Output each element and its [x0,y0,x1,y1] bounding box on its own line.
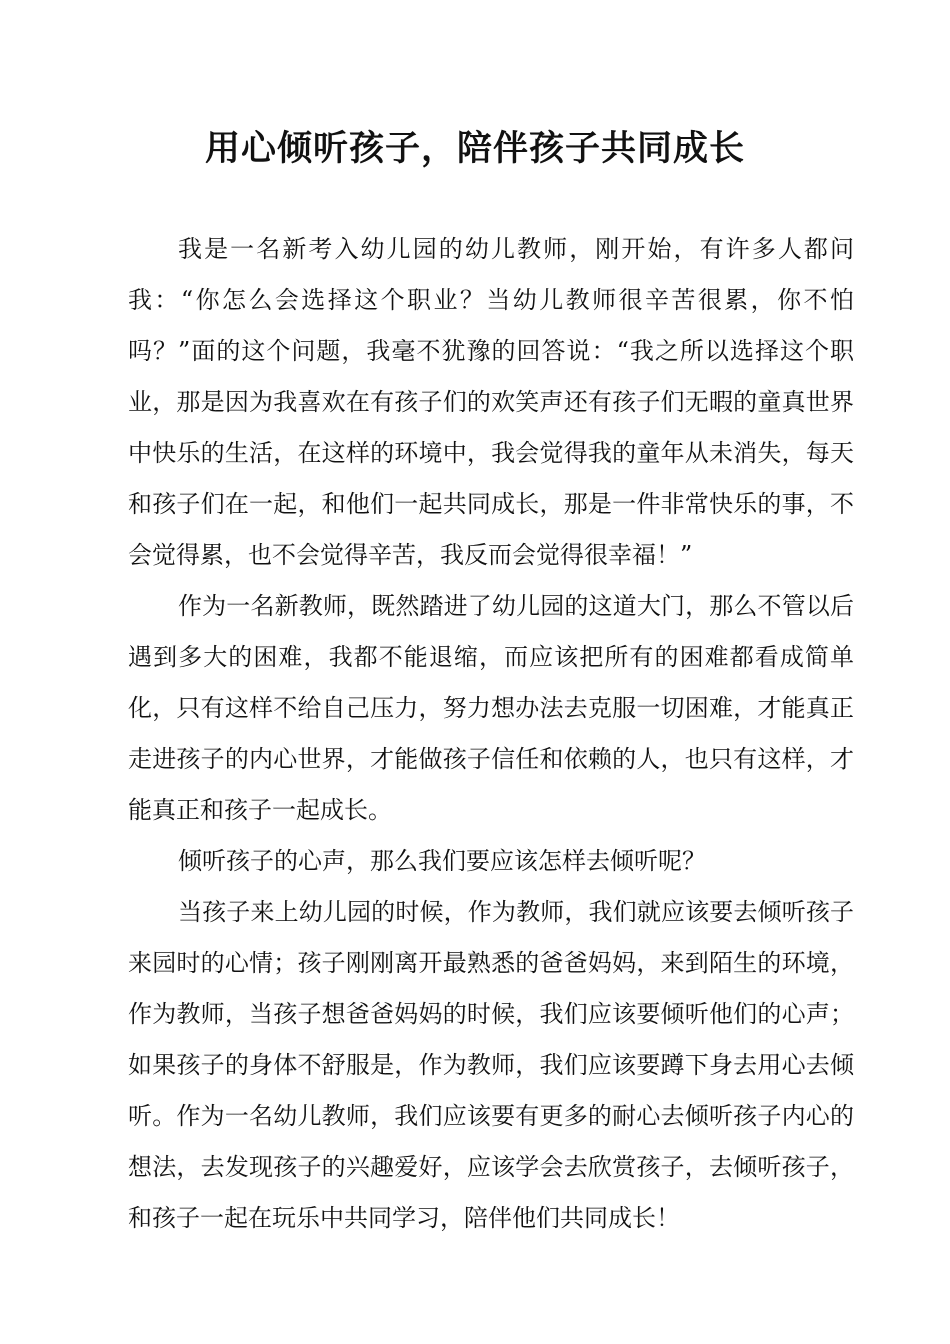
paragraph-4: 当孩子来上幼儿园的时候，作为教师，我们就应该要去倾听孩子来园时的心情；孩子刚刚离开最熟悉的爸爸妈妈，来到陌生的环境，作为教师，当孩子想爸爸妈妈的时候，我们应该要倾听他们的心声；如果孩子的身体不舒服是，作为教师，我们应该要蹲下身去用心去倾听。作为一名幼儿教师，我们应该要有更多的耐心去倾听孩子内心的想法，去发现孩子的兴趣爱好，应该学会去欣赏孩子，去倾听孩子，和孩子一起在玩乐中共同学习，陪伴他们共同成长！ [128,898,854,1232]
paragraph-2: 作为一名新教师，既然踏进了幼儿园的这道大门，那么不管以后遇到多大的困难，我都不能退缩，而应该把所有的困难都看成简单化，只有这样不给自己压力，努力想办法去克服一切困难，才能真正走进孩子的内心世界，才能做孩子信任和依赖的人，也只有这样，才能真正和孩子一起成长。 [128,592,854,824]
paragraph-3: 倾听孩子的心声，那么我们要应该怎样去倾听呢？ [178,847,706,875]
document-title: 用心倾听孩子，陪伴孩子共同成长 [204,128,745,169]
document-body [128,224,854,1244]
paragraph-1: 我是一名新考入幼儿园的幼儿教师，刚开始，有许多人都问我：“你怎么会选择这个职业？当幼儿教师很辛苦很累，你不怕吗？”面的这个问题，我毫不犹豫的回答说：“我之所以选择这个职业，那是因为我喜欢在有孩子们的欢笑声还有孩子们无暇的童真世界中快乐的生活，在这样的环境中，我会觉得我的童年从未消失，每天和孩子们在一起，和他们一起共同成长，那是一件非常快乐的事，不会觉得累，也不会觉得辛苦，我反而会觉得很幸福！” [128,235,854,569]
